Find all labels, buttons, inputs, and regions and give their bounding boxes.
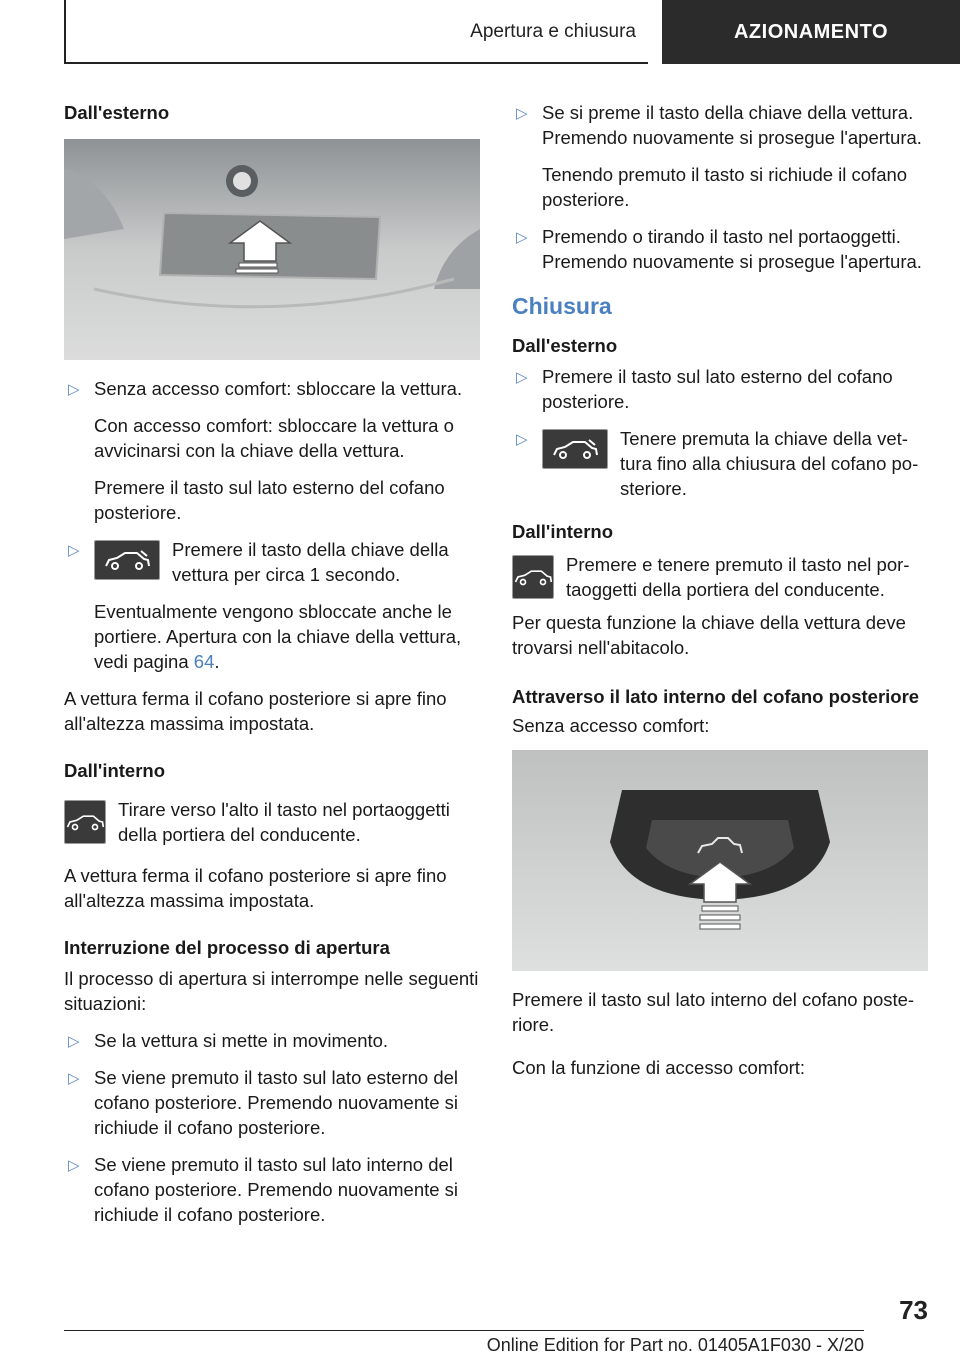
triangle-right-icon: ▷ <box>516 431 528 448</box>
triangle-right-icon: ▷ <box>516 229 528 246</box>
triangle-right-icon: ▷ <box>516 369 528 386</box>
list-item: ▷ Premendo o tirando il tasto nel portaoggetti. Premendo nuovamente si prosegue l'apertura. <box>516 226 922 272</box>
paragraph: Premere il tasto sul lato interno del cofano posteriore. <box>512 989 915 1035</box>
paragraph: A vettura ferma il cofano posteriore si apre fino all'altezza massima impostata. <box>64 688 447 734</box>
list-item: ▷ Se viene premuto il tasto sul lato interno del cofano posteriore. Premendo nuovamente si richiude il cofano posteriore. <box>68 1154 459 1225</box>
heading-interno: Dall'interno <box>512 521 614 542</box>
triangle-right-icon: ▷ <box>68 1070 80 1087</box>
paragraph: Senza accesso comfort: <box>512 715 710 736</box>
list-item: ▷ Se si preme il tasto della chiave della vettura. Premendo nuovamente si prosegue l'apertura. Tenendo premuto il tasto si richiude il cofano posteriore. <box>516 102 922 210</box>
right-column: ▷ Se si preme il tasto della chiave della vettura. Premendo nuovamente si prosegue l'apertura. Tenendo premuto il tasto si richiude il cofano posteriore. ▷ Premendo o tirando il tasto nel portaoggetti. Premendo nuovamente si prosegue l'apertura. Chiusura Dall'esterno ▷ Premere il tasto sul lato esterno del cofano posteriore. ▷ Tenere premuta la chiave della vettura fino alla chiusura del cofano posteriore. Dall'interno Premere e tenere premuto il tasto nel portaoggetti della portiera del conducente. Per questa funzione la chiave della vettura deve trovarsi nell'abitacolo. Attraverso il lato interno del cofano posteriore Senza accesso comfort: Premere il tasto sul lato interno del cofano posteriore. Con la funzione di accesso comfort: <box>512 100 928 1092</box>
chapter-title: AZIONAMENTO <box>662 0 960 64</box>
triangle-right-icon: ▷ <box>68 381 80 398</box>
car-trunk-key-icon <box>94 540 160 580</box>
heading-esterno: Dall'esterno <box>512 335 618 356</box>
footer-divider <box>64 1330 864 1331</box>
section-title: Apertura e chiusura <box>470 21 636 42</box>
heading-attraverso: Attraverso il lato interno del cofano posteriore <box>512 686 920 707</box>
heading-interruzione: Interruzione del processo di apertura <box>64 937 390 958</box>
door-trunk-button-icon <box>64 800 106 844</box>
page-link[interactable]: 64 <box>193 651 215 672</box>
heading-chiusura: Chiusura <box>512 293 612 319</box>
door-trunk-button-icon <box>512 555 554 599</box>
triangle-right-icon: ▷ <box>68 1033 80 1050</box>
trunk-exterior-photo <box>64 139 480 360</box>
triangle-right-icon: ▷ <box>68 542 80 559</box>
triangle-right-icon: ▷ <box>68 1157 80 1174</box>
heading-interno: Dall'interno <box>64 760 166 781</box>
paragraph: A vettura ferma il cofano posteriore si apre fino all'altezza massima impostata. <box>64 865 447 911</box>
paragraph: Per questa funzione la chiave della vettura deve trovarsi nell'abitacolo. <box>512 612 906 658</box>
list-item: ▷ Senza accesso comfort: sbloccare la vettura. Con accesso comfort: sbloccare la vettura o avvicinarsi con la chiave della vettura. Premere il tasto sul lato esterno del cofano posteriore. <box>68 378 463 523</box>
triangle-right-icon: ▷ <box>516 105 528 122</box>
list-item: ▷ Premere il tasto della chiave della vettura per circa 1 secondo. Eventualmente vengono sbloccate anche le portiere. Apertura con la chiave della vettura, vedi pagina 64. <box>68 539 462 672</box>
heading-esterno: Dall'esterno <box>64 102 170 123</box>
footer-edition: Online Edition for Part no. 01405A1F030 - X/20 <box>486 1335 864 1355</box>
left-column: Dall'esterno ▷ Senza accesso comfort: sbloccare la vettura. Con accesso comfort: sbloccare la vettura o avvicinarsi con la chiave della vettura. Premere il tasto sul lato esterno del cofano posteriore. ▷ Premere il tasto della chiave della vettura per circa 1 secondo. Eventualmente vengono sbloccate anche le portiere. Apertura con la chiave della vettura, vedi pagina 64. A vettura ferma il cofano posteriore si apre fino all'altezza massima impostata. Dall'interno Tirare verso l'alto il tasto nel portaoggetti della portiera del conducente. A vettura ferma il cofano posteriore si apre fino all'altezza massima impostata. Interruzione del processo di apertura Il processo di apertura si interrompe nelle seguenti situazioni: ▷ Se la vettura si mette in movimento. ▷ Se viene premuto il tasto sul lato esterno del cofano posteriore. Premendo nuovamente si richiude il cofano posteriore. ▷ Se viene premuto il tasto sul lato interno del cofano posteriore. Premendo nuovamente si richiude il cofano posteriore. <box>64 102 479 1225</box>
trunk-interior-button-photo <box>512 750 928 971</box>
paragraph: Il processo di apertura si interrompe nelle seguenti situazioni: <box>64 968 479 1014</box>
list-item: ▷ Tenere premuta la chiave della vettura fino alla chiusura del cofano posteriore. <box>516 428 919 499</box>
list-item: ▷ Se la vettura si mette in movimento. <box>64 1028 480 1053</box>
car-trunk-key-icon <box>542 429 608 469</box>
page-number: 73 <box>899 1295 928 1325</box>
list-item: ▷ Se viene premuto il tasto sul lato esterno del cofano posteriore. Premendo nuovamente si richiude il cofano posteriore. <box>68 1067 459 1138</box>
paragraph: Con la funzione di accesso comfort: <box>512 1057 806 1078</box>
list-item: ▷ Premere il tasto sul lato esterno del cofano posteriore. <box>516 366 893 412</box>
